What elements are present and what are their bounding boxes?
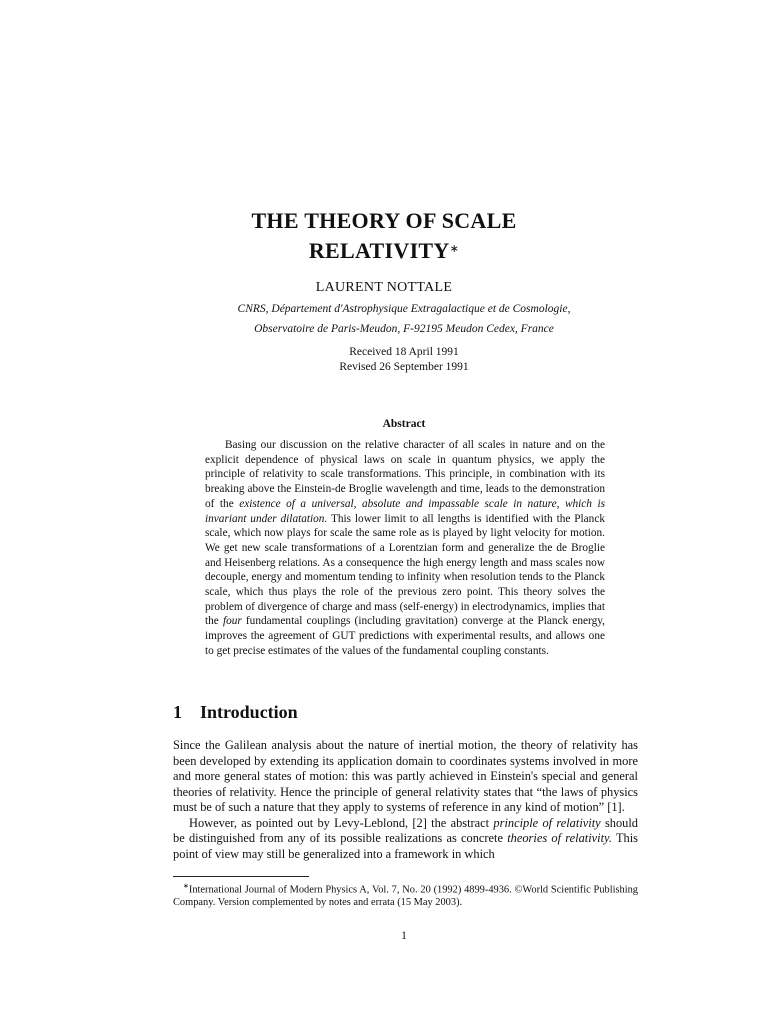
- submission-dates: [0, 345, 768, 375]
- introduction-body: [173, 738, 638, 862]
- introduction-paragraph-2: [173, 816, 638, 863]
- affiliation-line-2: Observatoire de Paris-Meudon, F-92195 Meudon Cedex, France: [254, 323, 554, 335]
- introduction-paragraph-1: Since the Galilean analysis about the nature of inertial motion, the theory of relativity has been developed by extending its application domain to coordinates systems involved in more and more general states of motion: this was partly achieved in Einstein's special and general theories of relativity. Hence the principle of general relativity states that “the laws of physics must be of such a nature that they apply to systems of reference in any kind of motion” [1].: [173, 738, 638, 814]
- page-number: 1: [401, 930, 407, 942]
- section-number: 1: [173, 702, 182, 722]
- section-title: Introduction: [200, 702, 298, 722]
- abstract-emphasis-1: existence of a universal, absolute and impassable scale in nature, which is invariant under dilatation.: [205, 497, 605, 525]
- footnote-divider: [173, 876, 309, 877]
- received-date: Received 18 April 1991: [349, 346, 459, 358]
- author-name: LAURENT NOTTALE: [315, 280, 453, 295]
- footnote: [173, 880, 638, 909]
- abstract-part-1: Basing our discussion on the relative character of all scales in nature and on the explicit dependence of physical laws on scale in quantum physics, we apply the principle of relativity to scale transformations. This principle, in combination with its breaking above the Einstein-de Broglie wavelength and time, leads to the demonstration of the: [205, 439, 605, 510]
- abstract-text: [205, 438, 605, 659]
- paragraph-2-emphasis-2: theories of relativity.: [507, 831, 612, 845]
- footnote-text: International Journal of Modern Physics A, Vol. 7, No. 20 (1992) 4899-4936. ©World Scientific Publishing Company. Version complemented by notes and errata (15 May 2003).: [173, 884, 638, 909]
- title-line-2-text: RELATIVITY: [308, 238, 450, 263]
- footnote-mark: ∗: [183, 882, 189, 890]
- affiliation-line-1: CNRS, Département d'Astrophysique Extragalactique et de Cosmologie,: [237, 303, 571, 315]
- abstract-part-3: fundamental couplings (including gravitation) converge at the Planck energy, improves the agreement of GUT predictions with experimental results, and allows one to get precise estimates of the values of the fundamental coupling constants.: [205, 615, 605, 657]
- revised-date: Revised 26 September 1991: [339, 361, 469, 373]
- paper-title: [0, 206, 768, 266]
- title-footnote-mark: ∗: [449, 243, 460, 255]
- title-line-2: [0, 236, 768, 266]
- section-heading-introduction: [173, 702, 298, 723]
- paragraph-2-part-1: However, as pointed out by Levy-Leblond, [2] the abstract: [189, 815, 494, 830]
- title-line-1: THE THEORY OF SCALE: [251, 208, 517, 233]
- paragraph-2-part-2: should be distinguished from any of its possible realizations as concrete: [173, 815, 638, 845]
- affiliation: [0, 299, 768, 339]
- abstract-heading: Abstract: [382, 418, 426, 430]
- abstract-part-2: This lower limit to all lengths is identified with the Planck scale, which now plays for scale the same role as is played by light velocity for motion. We get new scale transformations of a Lorentzian form and generalize the de Broglie and Heisenberg relations. As a consequence the high energy length and mass scales now decouple, energy and momentum tending to infinity when resolution tends to the Planck scale, which thus plays the role of the previous zero point. This theory solves the problem of divergence of charge and mass (self-energy) in electrodynamics, implies that the: [205, 512, 605, 628]
- paragraph-2-emphasis-1: principle of relativity: [493, 815, 601, 830]
- paragraph-2-part-3: This point of view may still be generalized into a framework in which: [173, 831, 639, 861]
- abstract-emphasis-2: four: [222, 615, 242, 628]
